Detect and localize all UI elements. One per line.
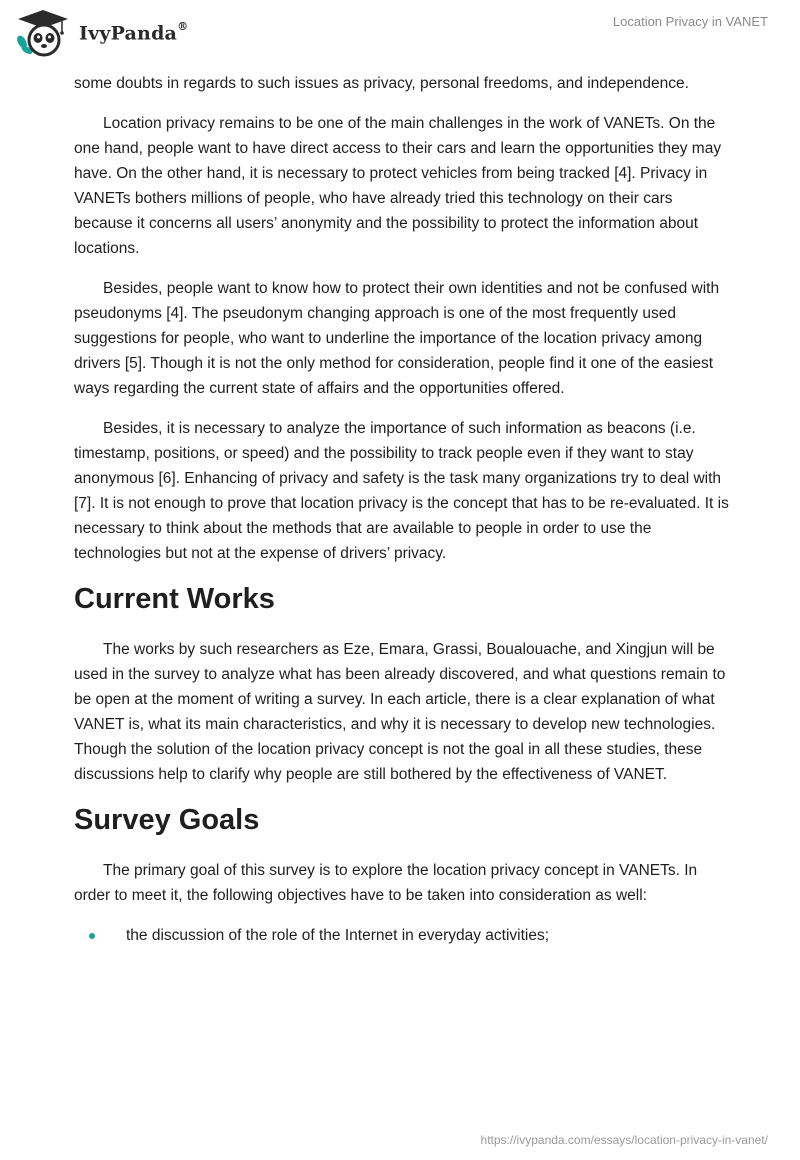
objectives-list	[74, 923, 730, 948]
page-header	[0, 0, 800, 64]
brand-name: IvyPanda®	[79, 19, 189, 45]
ivypanda-logo[interactable]	[14, 8, 188, 58]
panda-graduate-icon	[14, 8, 72, 58]
heading-current-works: Current Works	[74, 583, 275, 615]
paragraph-continuation: some doubts in regards to such issues as privacy, personal freedoms, and independence.	[74, 75, 689, 92]
paragraph: The works by such researchers as Eze, Emara, Grassi, Boualouache, and Xingjun will be used in the survey to analyze what has been already discovered, and what questions remain to be open at the moment of writing a survey. In each article, there is a clear explanation of what VANET is, what its main characteristics, and why it is necessary to develop new technologies. Though the solution of the location privacy concept is not the goal in all these studies, these discussions help to clarify why people are still bothered by the effectiveness of VANET.	[74, 641, 726, 783]
paragraph: Location privacy remains to be one of the main challenges in the work of VANETs. On the one hand, people want to have direct access to their cars and learn the opportunities they may have. On the other hand, it is necessary to protect vehicles from being tracked [4]. Privacy in VANETs bothers millions of people, who have already tried this technology on their cars because it concerns all users’ anonymity and the possibility to protect the information about locations.	[74, 115, 722, 257]
paragraph: Besides, it is necessary to analyze the importance of such information as beacons (i.e. timestamp, positions, or speed) and the possibility to track people even if they want to stay anonymous [6]. Enhancing of privacy and safety is the task many organizations try to deal with [7]. It is not enough to prove that location privacy is the concept that has to be re-evaluated. It is necessary to think about the methods that are available to people in order to use the technologies but not at the expense of drivers’ privacy.	[74, 420, 729, 562]
paragraph: The primary goal of this survey is to explore the location privacy concept in VANETs. In order to meet it, the following objectives have to be taken into consideration as well:	[74, 862, 698, 904]
source-url[interactable]: https://ivypanda.com/essays/location-privacy-in-vanet/	[480, 1133, 768, 1147]
heading-survey-goals: Survey Goals	[74, 804, 260, 836]
paragraph: Besides, people want to know how to protect their own identities and not be confused with pseudonyms [4]. The pseudonym changing approach is one of the most frequently used suggestions for people, who want to underline the importance of the location privacy among drivers [5]. Though it is not the only method for consideration, people find it one of the easiest ways regarding the current state of affairs and the opportunities offered.	[74, 280, 720, 397]
document-title: Location Privacy in VANET	[612, 14, 768, 29]
bullet-icon	[89, 933, 95, 939]
essay-body	[74, 71, 730, 948]
list-item: the discussion of the role of the Internet in everyday activities;	[74, 923, 730, 948]
